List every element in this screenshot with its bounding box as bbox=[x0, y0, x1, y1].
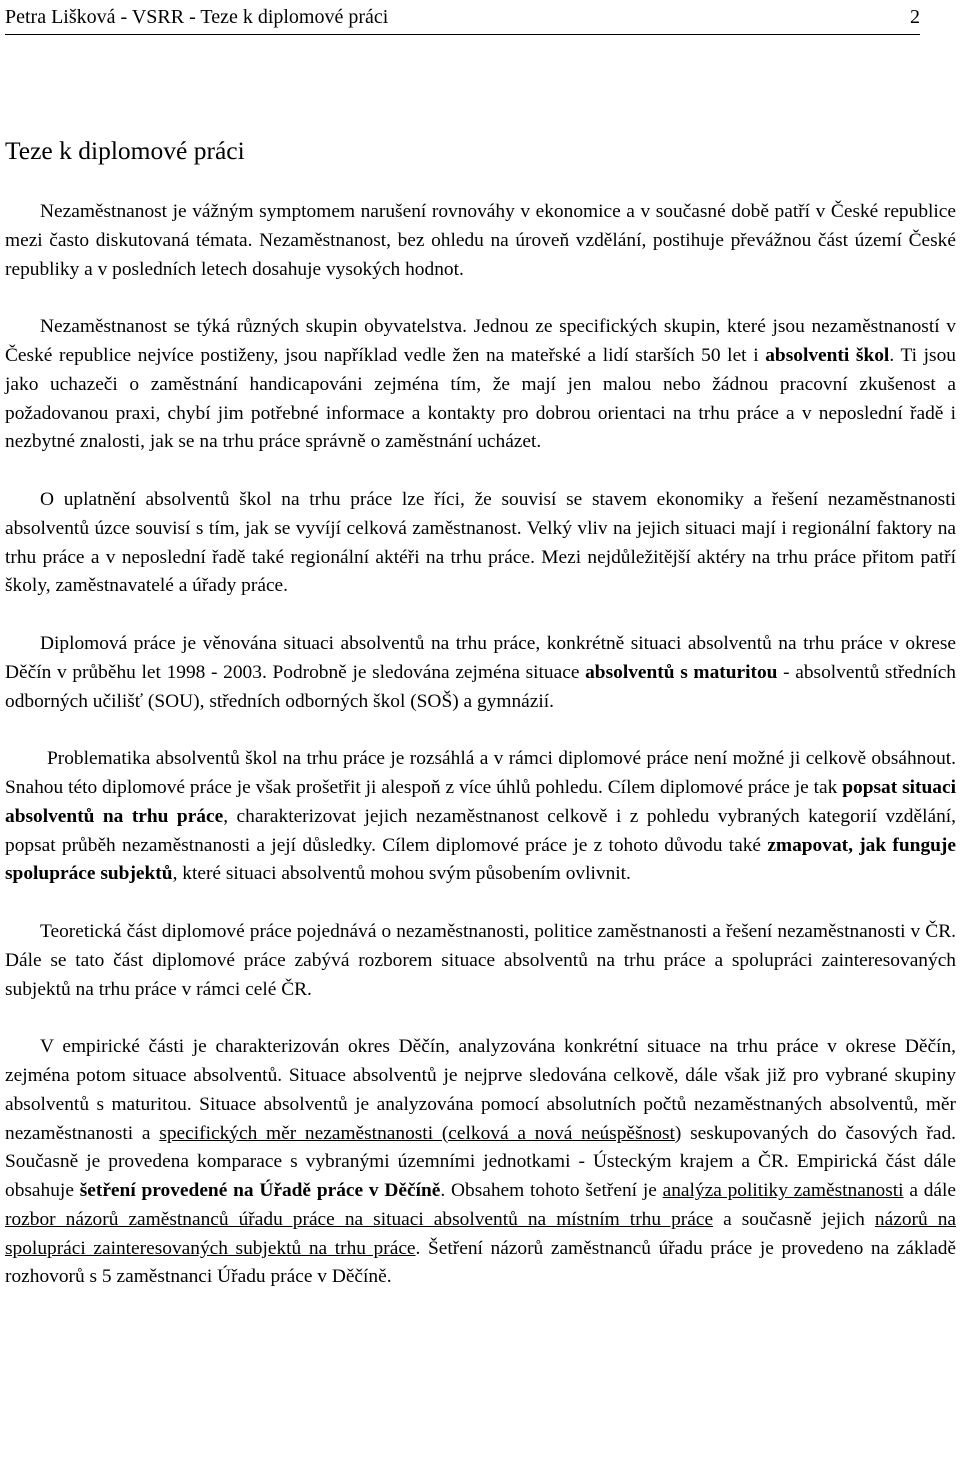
p5-bold-zmapovat: zmapovat, jak funguje spolupráce subjektů bbox=[5, 834, 956, 885]
p4-bold-maturita: absolventů s maturitou bbox=[585, 661, 778, 683]
p7-bold-setreni: šetření provedené na Úřadě práce v Děčíně bbox=[79, 1180, 441, 1202]
paragraph-7 bbox=[5, 1033, 956, 1292]
paragraph-2 bbox=[5, 313, 956, 457]
p2-text-a: Nezaměstnanost se týká různých skupin obyvatelstva. Jednou ze specifických skupin, které jsou nezaměstnaností v České republice nejvíce postiženy, jsou například vedle žen na mateřské a lidí starších 50 let i bbox=[5, 316, 956, 366]
p5-text-a: Problematika absolventů škol na trhu práce je rozsáhlá a v rámci diplomové práce není možné ji celkově obsáhnout. Snahou této diplomové práce je však prošetřit ji alespoň z více úhlů pohledu. Cílem diplomové práce je tak bbox=[5, 748, 956, 798]
p5-bold-popsat: popsat situaci absolventů na trhu práce bbox=[5, 776, 956, 827]
paragraph-6: Teoretická část diplomové práce pojednává o nezaměstnanosti, politice zaměstnanosti a řešení nezaměstnanosti v ČR. Dále se tato část diplomové práce zabývá rozborem situace absolventů na trhu práce a spolupráci zainteresovaných subjektů na trhu práce v rámci celé ČR. bbox=[5, 920, 956, 1000]
paragraph-3: O uplatnění absolventů škol na trhu práce lze říci, že souvisí se stavem ekonomiky a řešení nezaměstnanosti absolventů úzce souvisí s tím, jak se vyvíjí celková zaměstnanost. Velký vliv na jejich situaci mají i regionální faktory na trhu práce a v neposlední řadě také regionální aktéři na trhu práce. Mezi nejdůležitější aktéry na trhu práce přitom patří školy, zaměstnavatelé a úřady práce. bbox=[5, 488, 956, 597]
p5-text-c: , charakterizovat jejich nezaměstnanost celkově i z pohledu vybraných kategorií vzdělání, popsat průběh nezaměstnanosti a její důsledky. Cílem diplomové práce je z tohoto důvodu také bbox=[5, 805, 956, 856]
p7-underline-specific: specifických měr nezaměstnanosti (celková a nová neúspěšnost bbox=[159, 1122, 675, 1144]
p2-bold-absolventi: absolventi škol bbox=[765, 344, 890, 366]
p7-underline-nazoru: názorů na spolupráci zainteresovaných subjektů na trhu práce bbox=[5, 1208, 957, 1259]
p7-underline-rozbor: rozbor názorů zaměstnanců úřadu práce na situaci absolventů na místním trhu práce bbox=[5, 1208, 714, 1230]
document-body bbox=[5, 198, 956, 1321]
p7-text-a: V empirické části je charakterizován okres Děčín, analyzována konkrétní situace na trhu práce v okrese Děčín, zejména potom situace absolventů. Situace absolventů je nejprve sledována celkově, dále však již pro vybrané skupiny absolventů s maturitou. Situace absolventů je analyzována pomocí absolutních počtů nezaměstnaných absolventů, měr nezaměstnanosti a bbox=[5, 1036, 956, 1144]
page-number: 2 bbox=[910, 6, 920, 28]
page-header bbox=[5, 4, 920, 35]
paragraph-5 bbox=[5, 745, 956, 889]
paragraph-4 bbox=[5, 630, 956, 716]
p2-text-c: . Ti jsou jako uchazeči o zaměstnání handicapováni zejména tím, že mají jen malou nebo žádnou pracovní zkušenost a požadovanou praxi, chybí jim potřebné informace a kontakty pro dobrou orientaci na trhu práce a v neposlední řadě i nezbytné znalosti, jak se na trhu práce správně o zaměstnání ucházet. bbox=[5, 344, 956, 453]
document-title: Teze k diplomové práci bbox=[5, 136, 245, 165]
p7-text-g: a dále bbox=[903, 1180, 957, 1202]
paragraph-1: Nezaměstnanost je vážným symptomem narušení rovnováhy v ekonomice a v současné době patří v České republice mezi často diskutovaná témata. Nezaměstnanost, bez ohledu na úroveň vzdělání, postihuje převážnou část území České republiky a v posledních letech dosahuje vysokých hodnot. bbox=[5, 201, 956, 280]
p7-text-c: ) seskupovaných do časových řad. Současně je provedena komparace s vybranými územními jednotkami - Ústeckým krajem a ČR. Empirická část dále obsahuje bbox=[5, 1122, 957, 1202]
p5-text-e: , které situaci absolventů mohou svým působením ovlivnit. bbox=[172, 863, 631, 885]
p4-text-c: - absolventů středních odborných učilišť (SOU), středních odborných škol (SOŠ) a gymnázií. bbox=[5, 661, 957, 712]
p7-text-i: a současně jejich bbox=[713, 1208, 875, 1230]
header-title: Petra Lišková - VSRR - Teze k diplomové práci bbox=[5, 6, 389, 28]
p4-text-a: Diplomová práce je věnována situaci absolventů na trhu práce, konkrétně situaci absolventů na trhu práce v okrese Děčín v průběhu let 1998 - 2003. Podrobně je sledována zejména situace bbox=[5, 632, 956, 683]
p7-underline-analyza: analýza politiky zaměstnanosti bbox=[662, 1180, 904, 1202]
p7-text-k: . Šetření názorů zaměstnanců úřadu práce je provedeno na základě rozhovorů s 5 zaměstnanci Úřadu práce v Děčíně. bbox=[5, 1237, 956, 1288]
p7-text-e: . Obsahem tohoto šetření je bbox=[440, 1180, 663, 1202]
